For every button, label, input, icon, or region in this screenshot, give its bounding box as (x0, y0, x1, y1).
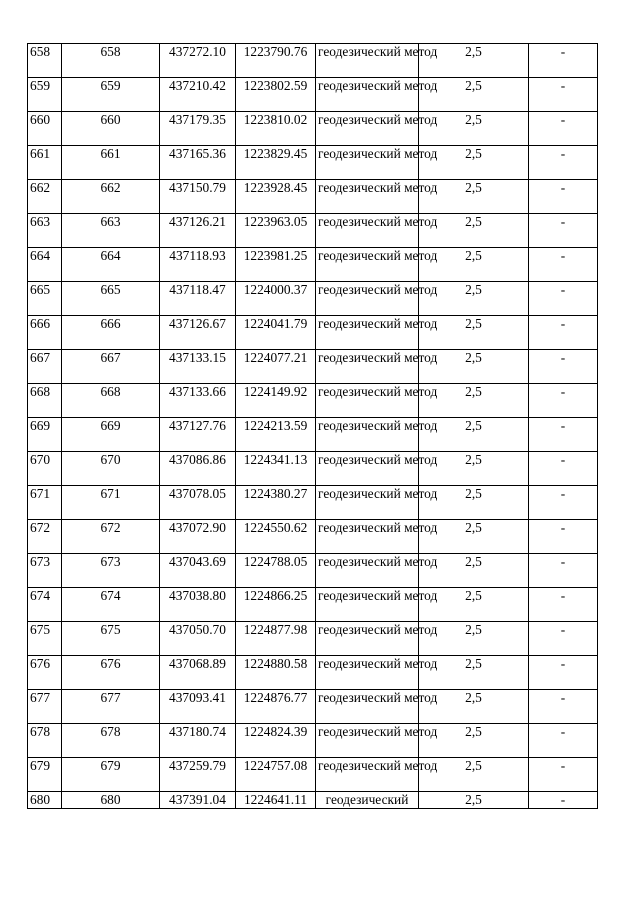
cell-coordinate-x: 437078.05 (160, 486, 236, 520)
cell-coordinate-x: 437165.36 (160, 146, 236, 180)
cell-point-number: 662 (62, 180, 160, 214)
cell-coordinate-y: 1223928.45 (236, 180, 316, 214)
cell-method: геодезический метод (316, 554, 419, 588)
cell-point-number: 659 (62, 78, 160, 112)
cell-coordinate-x: 437118.93 (160, 248, 236, 282)
cell-coordinate-x: 437150.79 (160, 180, 236, 214)
cell-note: - (529, 214, 598, 248)
cell-row-number: 668 (28, 384, 62, 418)
cell-coordinate-x: 437259.79 (160, 758, 236, 792)
cell-method: геодезический метод (316, 350, 419, 384)
cell-method: геодезический метод (316, 690, 419, 724)
cell-coordinate-y: 1223963.05 (236, 214, 316, 248)
cell-coordinate-y: 1224876.77 (236, 690, 316, 724)
cell-note: - (529, 282, 598, 316)
cell-coordinate-x: 437133.15 (160, 350, 236, 384)
cell-coordinate-y: 1223810.02 (236, 112, 316, 146)
cell-method: геодезический метод (316, 282, 419, 316)
cell-row-number: 671 (28, 486, 62, 520)
cell-coordinate-x: 437126.21 (160, 214, 236, 248)
table-row (28, 690, 598, 724)
cell-coordinate-y: 1224788.05 (236, 554, 316, 588)
cell-accuracy: 2,5 (419, 452, 529, 486)
cell-coordinate-x: 437038.80 (160, 588, 236, 622)
cell-coordinate-y: 1223802.59 (236, 78, 316, 112)
table-row (28, 588, 598, 622)
cell-coordinate-x: 437126.67 (160, 316, 236, 350)
table-row (28, 418, 598, 452)
table-row (28, 112, 598, 146)
cell-accuracy: 2,5 (419, 792, 529, 809)
coordinates-table (27, 43, 598, 809)
cell-row-number: 678 (28, 724, 62, 758)
cell-accuracy: 2,5 (419, 350, 529, 384)
cell-point-number: 671 (62, 486, 160, 520)
cell-accuracy: 2,5 (419, 316, 529, 350)
table-row (28, 656, 598, 690)
cell-point-number: 669 (62, 418, 160, 452)
cell-point-number: 674 (62, 588, 160, 622)
cell-point-number: 672 (62, 520, 160, 554)
cell-coordinate-x: 437133.66 (160, 384, 236, 418)
cell-accuracy: 2,5 (419, 724, 529, 758)
cell-method: геодезический метод (316, 452, 419, 486)
cell-note: - (529, 486, 598, 520)
cell-row-number: 661 (28, 146, 62, 180)
cell-method: геодезический метод (316, 180, 419, 214)
cell-coordinate-x: 437180.74 (160, 724, 236, 758)
cell-point-number: 670 (62, 452, 160, 486)
cell-method: геодезический метод (316, 656, 419, 690)
table-row (28, 146, 598, 180)
cell-row-number: 663 (28, 214, 62, 248)
cell-coordinate-y: 1224213.59 (236, 418, 316, 452)
cell-point-number: 680 (62, 792, 160, 809)
cell-accuracy: 2,5 (419, 486, 529, 520)
cell-coordinate-x: 437050.70 (160, 622, 236, 656)
cell-row-number: 674 (28, 588, 62, 622)
cell-row-number: 670 (28, 452, 62, 486)
table-body (28, 44, 598, 809)
cell-row-number: 658 (28, 44, 62, 78)
cell-note: - (529, 690, 598, 724)
cell-coordinate-x: 437118.47 (160, 282, 236, 316)
cell-method: геодезический метод (316, 384, 419, 418)
cell-coordinate-y: 1224550.62 (236, 520, 316, 554)
cell-note: - (529, 146, 598, 180)
cell-note: - (529, 452, 598, 486)
table-row (28, 350, 598, 384)
cell-method: геодезический метод (316, 44, 419, 78)
cell-coordinate-x: 437127.76 (160, 418, 236, 452)
cell-row-number: 664 (28, 248, 62, 282)
cell-note: - (529, 248, 598, 282)
cell-note: - (529, 758, 598, 792)
cell-coordinate-y: 1224757.08 (236, 758, 316, 792)
table-row (28, 282, 598, 316)
cell-accuracy: 2,5 (419, 588, 529, 622)
cell-coordinate-y: 1224341.13 (236, 452, 316, 486)
cell-row-number: 676 (28, 656, 62, 690)
cell-coordinate-x: 437086.86 (160, 452, 236, 486)
cell-coordinate-y: 1224824.39 (236, 724, 316, 758)
cell-row-number: 675 (28, 622, 62, 656)
cell-point-number: 668 (62, 384, 160, 418)
cell-note: - (529, 724, 598, 758)
cell-note: - (529, 316, 598, 350)
cell-row-number: 666 (28, 316, 62, 350)
cell-row-number: 679 (28, 758, 62, 792)
cell-accuracy: 2,5 (419, 758, 529, 792)
cell-row-number: 660 (28, 112, 62, 146)
cell-accuracy: 2,5 (419, 520, 529, 554)
cell-point-number: 677 (62, 690, 160, 724)
cell-method: геодезический метод (316, 724, 419, 758)
cell-note: - (529, 112, 598, 146)
table-row (28, 384, 598, 418)
cell-note: - (529, 418, 598, 452)
cell-row-number: 673 (28, 554, 62, 588)
table-row (28, 792, 598, 809)
cell-point-number: 660 (62, 112, 160, 146)
table-row (28, 44, 598, 78)
cell-note: - (529, 180, 598, 214)
cell-point-number: 678 (62, 724, 160, 758)
cell-note: - (529, 520, 598, 554)
cell-coordinate-x: 437093.41 (160, 690, 236, 724)
cell-coordinate-x: 437068.89 (160, 656, 236, 690)
cell-point-number: 664 (62, 248, 160, 282)
cell-accuracy: 2,5 (419, 418, 529, 452)
cell-method: геодезический метод (316, 112, 419, 146)
cell-point-number: 666 (62, 316, 160, 350)
cell-accuracy: 2,5 (419, 554, 529, 588)
table-row (28, 622, 598, 656)
cell-method: геодезический метод (316, 316, 419, 350)
table-row (28, 214, 598, 248)
cell-row-number: 659 (28, 78, 62, 112)
cell-coordinate-x: 437072.90 (160, 520, 236, 554)
cell-accuracy: 2,5 (419, 214, 529, 248)
table-row (28, 554, 598, 588)
cell-accuracy: 2,5 (419, 112, 529, 146)
cell-point-number: 667 (62, 350, 160, 384)
cell-note: - (529, 792, 598, 809)
cell-accuracy: 2,5 (419, 78, 529, 112)
cell-note: - (529, 384, 598, 418)
cell-point-number: 663 (62, 214, 160, 248)
table-row (28, 78, 598, 112)
cell-coordinate-x: 437391.04 (160, 792, 236, 809)
cell-point-number: 661 (62, 146, 160, 180)
cell-coordinate-y: 1224866.25 (236, 588, 316, 622)
cell-row-number: 672 (28, 520, 62, 554)
cell-accuracy: 2,5 (419, 44, 529, 78)
cell-coordinate-y: 1224000.37 (236, 282, 316, 316)
cell-method: геодезический метод (316, 78, 419, 112)
cell-row-number: 662 (28, 180, 62, 214)
cell-method: геодезический метод (316, 248, 419, 282)
cell-accuracy: 2,5 (419, 146, 529, 180)
cell-coordinate-y: 1224149.92 (236, 384, 316, 418)
cell-row-number: 680 (28, 792, 62, 809)
cell-point-number: 679 (62, 758, 160, 792)
cell-method: геодезический метод (316, 520, 419, 554)
cell-note: - (529, 44, 598, 78)
cell-coordinate-x: 437210.42 (160, 78, 236, 112)
cell-row-number: 677 (28, 690, 62, 724)
cell-row-number: 665 (28, 282, 62, 316)
cell-coordinate-y: 1224880.58 (236, 656, 316, 690)
cell-coordinate-y: 1223790.76 (236, 44, 316, 78)
cell-accuracy: 2,5 (419, 622, 529, 656)
cell-coordinate-y: 1224041.79 (236, 316, 316, 350)
cell-accuracy: 2,5 (419, 282, 529, 316)
cell-accuracy: 2,5 (419, 690, 529, 724)
cell-note: - (529, 656, 598, 690)
cell-coordinate-y: 1224641.11 (236, 792, 316, 809)
cell-method: геодезический метод (316, 418, 419, 452)
cell-coordinate-y: 1224380.27 (236, 486, 316, 520)
cell-point-number: 673 (62, 554, 160, 588)
cell-note: - (529, 588, 598, 622)
cell-point-number: 675 (62, 622, 160, 656)
cell-accuracy: 2,5 (419, 656, 529, 690)
cell-method: геодезический метод (316, 758, 419, 792)
table-row (28, 724, 598, 758)
cell-coordinate-y: 1224077.21 (236, 350, 316, 384)
table-row (28, 452, 598, 486)
cell-row-number: 669 (28, 418, 62, 452)
cell-method: геодезический метод (316, 622, 419, 656)
table-row (28, 758, 598, 792)
table-row (28, 520, 598, 554)
cell-coordinate-y: 1224877.98 (236, 622, 316, 656)
cell-coordinate-y: 1223829.45 (236, 146, 316, 180)
cell-coordinate-x: 437043.69 (160, 554, 236, 588)
cell-note: - (529, 622, 598, 656)
table-row (28, 180, 598, 214)
table-row (28, 316, 598, 350)
table-row (28, 248, 598, 282)
cell-method: геодезический метод (316, 214, 419, 248)
cell-accuracy: 2,5 (419, 248, 529, 282)
cell-method: геодезический метод (316, 588, 419, 622)
cell-point-number: 658 (62, 44, 160, 78)
cell-method: геодезический метод (316, 486, 419, 520)
cell-row-number: 667 (28, 350, 62, 384)
cell-note: - (529, 78, 598, 112)
cell-point-number: 665 (62, 282, 160, 316)
cell-method: геодезический метод (316, 146, 419, 180)
cell-note: - (529, 554, 598, 588)
cell-coordinate-x: 437179.35 (160, 112, 236, 146)
cell-accuracy: 2,5 (419, 384, 529, 418)
cell-method: геодезический (316, 792, 419, 809)
cell-accuracy: 2,5 (419, 180, 529, 214)
cell-note: - (529, 350, 598, 384)
cell-coordinate-x: 437272.10 (160, 44, 236, 78)
table-row (28, 486, 598, 520)
cell-point-number: 676 (62, 656, 160, 690)
cell-coordinate-y: 1223981.25 (236, 248, 316, 282)
